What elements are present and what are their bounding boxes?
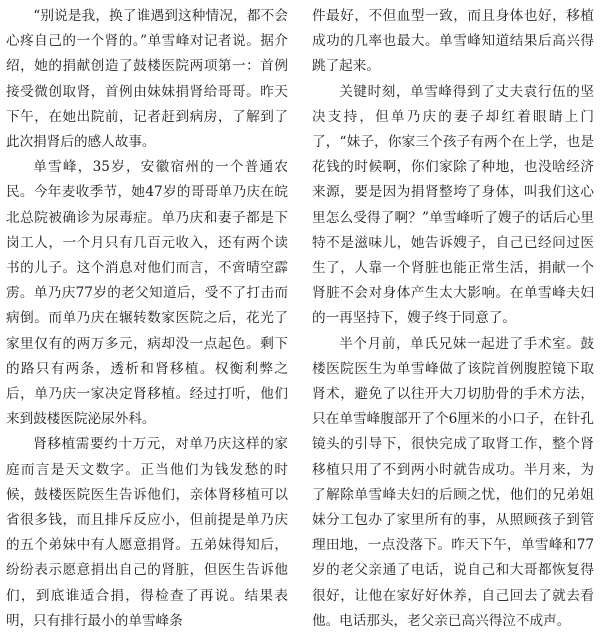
paragraph-family-support: 关键时刻，单雪峰得到了丈夫袁行伍的坚决支持，但单乃庆的妻子却红着眼睛上门了，“妹子，你家三个孩子有两个在上学，也是花钱的时候啊，你们家除了种地，也没啥经济来源，要是因为捐肾整垮了身体，叫我们这心里怎么受得了啊？”单雪峰听了嫂子的话后心里特不是滋味儿，她告诉嫂子，自己已经问过医生了，人靠一个肾脏也能正常生活，捐献一个肾脏不会对身体产生太大影响。在单雪峰夫妇的一再坚持下，嫂子终于同意了。	[312, 83, 594, 327]
right-column	[312, 4, 594, 629]
left-column	[6, 4, 288, 629]
paragraph-continuation: 件最好，不但血型一致，而且身体也好，移植成功的几率也最大。单雪峰知道结果后高兴得跳了起来。	[312, 8, 594, 75]
paragraph-quote-intro: “别说是我，换了谁遇到这种情况，都不会心疼自己的一个肾的。”单雪峰对记者说。据介绍，她的捐献创造了鼓楼医院两项第一：首例接受微创取肾，首例由妹妹捐肾给哥哥。昨天下午，在她出院前，记者赶到病房，了解到了此次捐肾后的感人故事。	[6, 8, 288, 151]
paragraph-transplant-cost: 肾移植需要约十万元，对单乃庆这样的家庭而言是天文数字。正当他们为钱发愁的时候，鼓楼医院医生告诉他们，亲体肾移植可以省很多钱，而且排斥反应小，但前提是单乃庆的五个弟妹中有人愿意捐肾。五弟妹得知后，纷纷表示愿意捐出自己的肾脏，但医生告诉他们，到底谁适合捐，得检查了再说。结果表明，只有排行最小的单雪峰条	[6, 436, 288, 629]
paragraph-background: 单雪峰，35岁，安徽宿州的一个普通农民。今年麦收季节，她47岁的哥哥单乃庆在皖北总院被确诊为尿毒症。单乃庆和妻子都是下岗工人，一个月只有几百元收入，还有两个读书的儿子。这个消息对他们而言，不啻晴空霹雳。单乃庆77岁的老父知道后，受不了打击而病倒。而单乃庆在辗转数家医院之后，花光了家里仅有的两万多元，病却没一点起色。剩下的路只有两条，透析和肾移植。权衡利弊之后，单乃庆一家决定肾移植。经过打听，他们来到鼓楼医院泌尿外科。	[6, 159, 288, 428]
paragraph-surgery: 半个月前，单氏兄妹一起进了手术室。鼓楼医院医生为单雪峰做了该院首例腹腔镜下取肾术，避免了以往开大刀切肋骨的手术方法，只在单雪峰腹部开了个6厘米的小口子，在针孔镜头的引导下，很快完成了取肾工作，整个肾移植只用了不到两小时就告成功。半月来，为了解除单雪峰夫妇的后顾之忧，他们的兄弟姐妹分工包办了家里所有的事，从照顾孩子到管理田地，一点没落下。昨天下午，单雪峰和77岁的老父亲通了电话，说自己和大哥都恢复得很好，让他在家好好休养，自己回去了就去看他。电话那头，老父亲已高兴得泣不成声。	[312, 335, 594, 629]
